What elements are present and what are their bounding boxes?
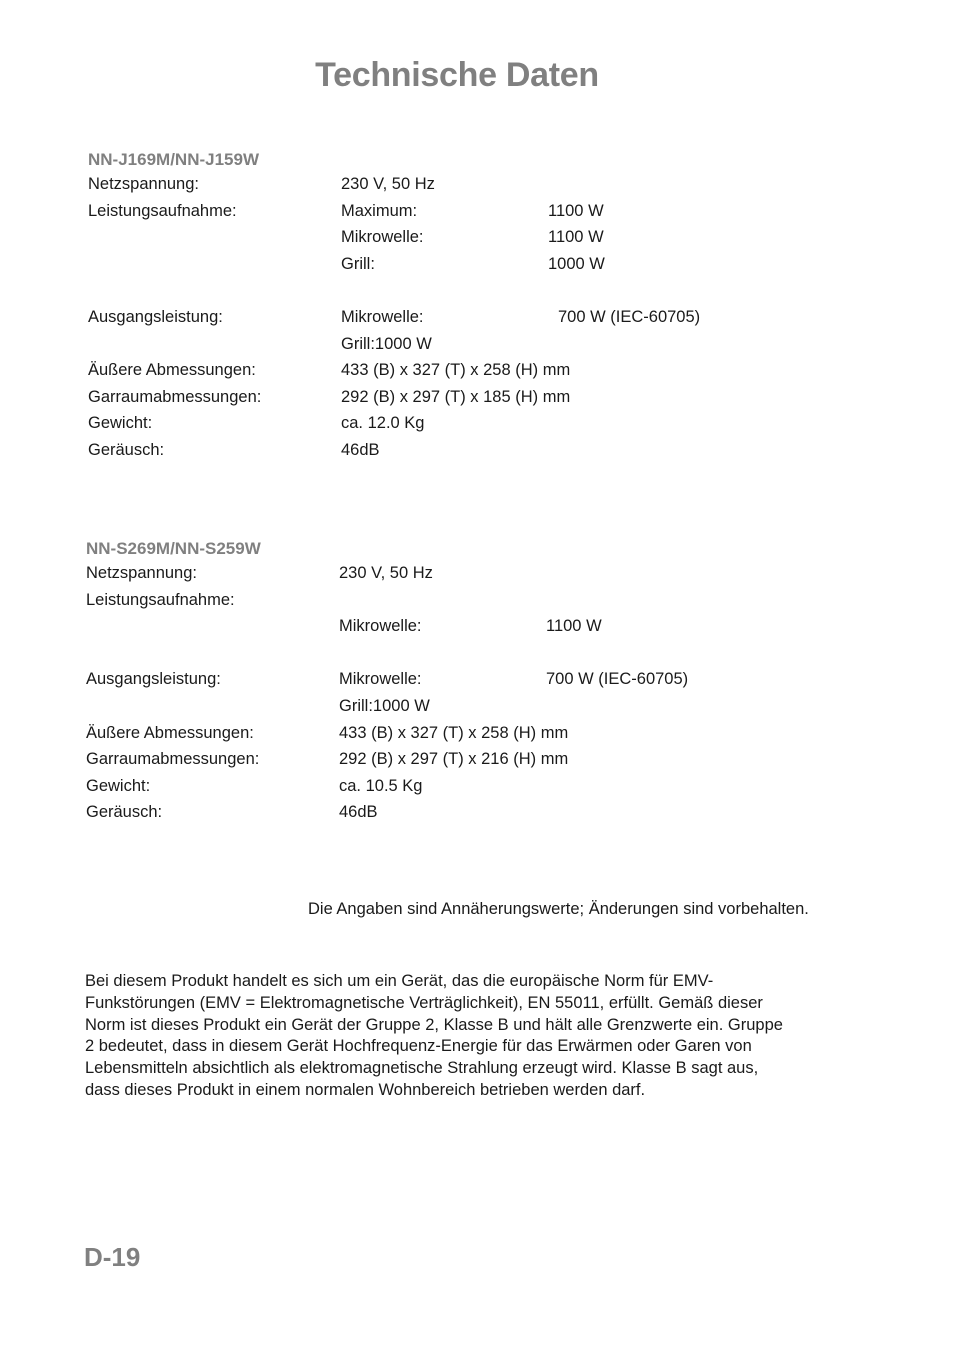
spec-value: Grill:1000 W bbox=[341, 334, 432, 353]
spec-row-gerausch bbox=[86, 799, 846, 826]
spec-sublabel: Mikrowelle: bbox=[341, 228, 424, 247]
spec-row-gerausch bbox=[88, 437, 848, 464]
spec-label: Garraumabmessungen: bbox=[86, 750, 260, 769]
spec-label: Geräusch: bbox=[86, 803, 163, 822]
spec-value: 46dB bbox=[339, 803, 378, 822]
spec-label: Äußere Abmessungen: bbox=[86, 723, 254, 742]
spec-row-netzspannung bbox=[88, 171, 848, 198]
spec-row-mikrowelle bbox=[88, 224, 848, 251]
spec-row-leistungsaufnahme bbox=[86, 587, 846, 614]
spec-label: Äußere Abmessungen: bbox=[88, 361, 256, 380]
spec-value: 1100 W bbox=[546, 617, 602, 636]
spec-value: 1100 W bbox=[548, 201, 604, 220]
spec-value: 700 W (IEC-60705) bbox=[546, 670, 689, 689]
spec-value: 433 (B) x 327 (T) x 258 (H) mm bbox=[341, 361, 571, 380]
emv-line: Norm ist dieses Produkt ein Gerät der Gruppe 2, Klasse B und hält alle Grenzwerte ein. Gruppe bbox=[85, 1015, 783, 1034]
page-title: Technische Daten bbox=[315, 56, 599, 94]
spec-sublabel: Mikrowelle: bbox=[341, 307, 424, 326]
spec-sublabel: Maximum: bbox=[341, 201, 418, 220]
spec-row-aussere-abmessungen bbox=[86, 720, 846, 747]
spec-row-gewicht bbox=[88, 410, 848, 437]
spec-value: 292 (B) x 297 (T) x 216 (H) mm bbox=[339, 750, 569, 769]
spec-value: ca. 12.0 Kg bbox=[341, 414, 425, 433]
spec-section-s269m bbox=[86, 538, 846, 826]
disclaimer-note: Die Angaben sind Annäherungswerte; Änderungen sind vorbehalten. bbox=[308, 900, 809, 918]
spec-row-netzspannung bbox=[86, 560, 846, 587]
spec-sublabel: Grill: bbox=[341, 254, 375, 273]
emv-line: Lebensmitteln absichtlich als elektromagnetische Strahlung erzeugt wird. Klasse B sagt aus, bbox=[85, 1059, 759, 1078]
model-heading: NN-J169M/NN-J159W bbox=[88, 150, 259, 169]
spec-value: 433 (B) x 327 (T) x 258 (H) mm bbox=[339, 723, 569, 742]
spec-row-grill bbox=[88, 251, 848, 278]
spec-sublabel: Mikrowelle: bbox=[339, 670, 422, 689]
spec-value: Grill:1000 W bbox=[339, 696, 430, 715]
emv-paragraph bbox=[85, 971, 845, 1102]
spec-row-aussere-abmessungen bbox=[88, 357, 848, 384]
model-heading: NN-S269M/NN-S259W bbox=[86, 539, 261, 558]
spec-section-j169m bbox=[88, 149, 848, 464]
spec-value: 1000 W bbox=[548, 254, 605, 273]
spec-value: 1100 W bbox=[548, 228, 604, 247]
spec-label: Netzspannung: bbox=[88, 175, 199, 193]
spec-label: Ausgangsleistung: bbox=[88, 307, 223, 326]
spec-value: 230 V, 50 Hz bbox=[339, 564, 433, 582]
spec-label: Geräusch: bbox=[88, 440, 165, 459]
spec-value: 292 (B) x 297 (T) x 185 (H) mm bbox=[341, 387, 571, 406]
spec-value: 230 V, 50 Hz bbox=[341, 175, 435, 193]
emv-line: dass dieses Produkt in einem normalen Wohnbereich betrieben werden darf. bbox=[85, 1080, 646, 1099]
spec-row-ausgang-grill bbox=[86, 693, 846, 720]
spec-label: Netzspannung: bbox=[86, 564, 197, 582]
spec-row-garraumabmessungen bbox=[88, 384, 848, 411]
emv-line: Bei diesem Produkt handelt es sich um ein Gerät, das die europäische Norm für EMV- bbox=[85, 972, 714, 990]
spec-sublabel: Mikrowelle: bbox=[339, 617, 422, 636]
spec-label: Ausgangsleistung: bbox=[86, 670, 221, 689]
spec-row-garraumabmessungen bbox=[86, 746, 846, 773]
spec-label: Garraumabmessungen: bbox=[88, 387, 262, 406]
spec-row-ausgangsleistung bbox=[86, 666, 846, 693]
emv-line: Funkstörungen (EMV = Elektromagnetische Verträglichkeit), EN 55011, erfüllt. Gemäß dieser bbox=[85, 993, 763, 1012]
spec-value: 700 W (IEC-60705) bbox=[558, 307, 701, 326]
spec-value: 46dB bbox=[341, 440, 380, 459]
spec-row-leistungsaufnahme bbox=[88, 198, 848, 225]
spec-value: ca. 10.5 Kg bbox=[339, 776, 423, 795]
spec-label: Gewicht: bbox=[88, 414, 153, 433]
spec-row-gewicht bbox=[86, 773, 846, 800]
spec-row-ausgang-grill bbox=[88, 331, 848, 358]
spec-label: Gewicht: bbox=[86, 776, 151, 795]
emv-line: 2 bedeutet, dass in diesem Gerät Hochfrequenz-Energie für das Erwärmen oder Garen von bbox=[85, 1037, 752, 1056]
spec-row-mikrowelle bbox=[86, 613, 846, 640]
spec-label: Leistungsaufnahme: bbox=[88, 201, 237, 220]
spec-label: Leistungsaufnahme: bbox=[86, 590, 235, 609]
page-number: D-19 bbox=[84, 1242, 141, 1272]
spec-row-ausgangsleistung bbox=[88, 304, 848, 331]
